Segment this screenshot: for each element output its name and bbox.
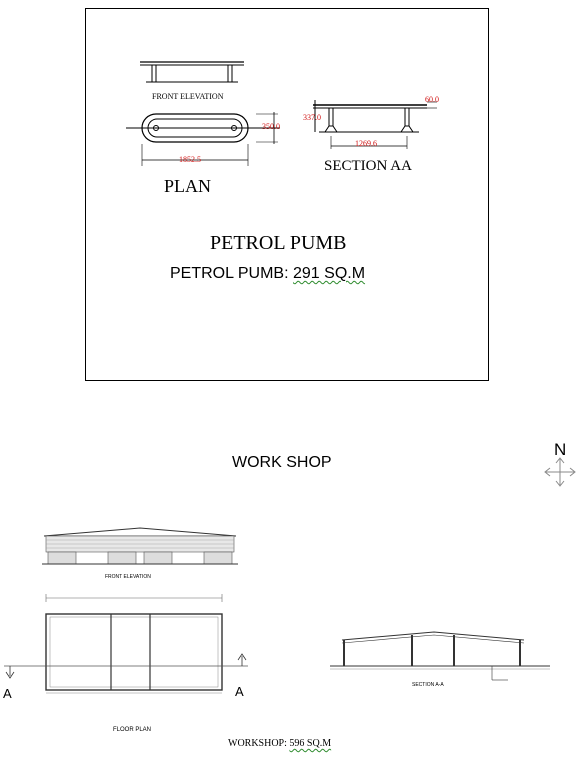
workshop-front-elevation-drawing: [40, 526, 240, 572]
petrol-plan-drawing: [120, 108, 290, 170]
petrol-area-prefix: PETROL PUMB:: [170, 265, 289, 282]
petrol-section-left-dimension: 337.0: [303, 113, 321, 122]
petrol-plan-length-dimension: 1852.5: [179, 155, 201, 164]
workshop-front-elevation-label: FRONT ELEVATION: [105, 574, 151, 580]
workshop-title: WORK SHOP: [232, 454, 332, 471]
workshop-section-aa-label: SECTION A-A: [412, 682, 444, 688]
petrol-plan-label: PLAN: [164, 176, 212, 196]
petrol-area-value: 291 SQ.M: [293, 265, 366, 282]
workshop-area-line: [228, 738, 331, 749]
petrol-section-bottom-dimension: 1269.6: [355, 139, 377, 148]
section-cut-marker-left: A: [3, 686, 12, 701]
petrol-section-top-dimension: 60.0: [425, 95, 439, 104]
workshop-floor-plan-label: FLOOR PLAN: [113, 727, 152, 733]
petrol-area-line: [170, 265, 365, 283]
petrol-front-elevation-drawing: [138, 58, 248, 88]
petrol-section-label: SECTION AA: [324, 158, 412, 174]
petrol-plan-width-dimension: 350.0: [262, 122, 280, 131]
workshop-floor-plan-drawing: [0, 594, 252, 702]
workshop-area-prefix: WORKSHOP:: [228, 738, 287, 749]
workshop-section-aa-drawing: [328, 628, 553, 683]
workshop-area-value: 596 SQ.M: [289, 738, 332, 749]
north-arrow-icon: [542, 457, 578, 487]
petrol-title: PETROL PUMB: [210, 232, 347, 254]
section-cut-marker-right: A: [235, 684, 244, 699]
north-label: N: [554, 440, 567, 459]
petrol-front-elevation-label: FRONT ELEVATION: [152, 92, 224, 101]
